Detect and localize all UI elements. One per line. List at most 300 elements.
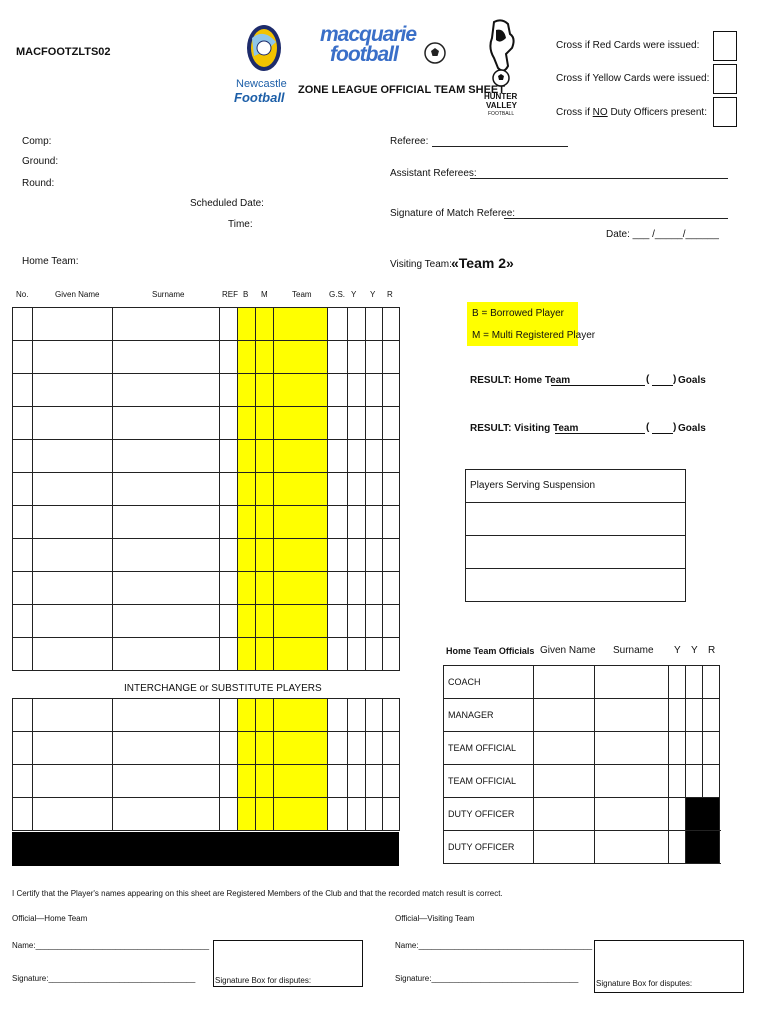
assistant-referees-line[interactable] xyxy=(470,178,728,179)
yellow-cards-label: Cross if Yellow Cards were issued: xyxy=(556,73,710,84)
player-r-cell[interactable] xyxy=(383,539,400,572)
home-dispute-signature-box[interactable] xyxy=(213,940,363,987)
player-m-cell[interactable] xyxy=(256,572,274,605)
player-surname-cell[interactable] xyxy=(113,638,220,671)
official-y1-cell[interactable] xyxy=(669,798,686,831)
player-team-cell[interactable] xyxy=(274,539,328,572)
interchange-m-cell[interactable] xyxy=(256,732,274,765)
player-y2-cell[interactable] xyxy=(366,539,383,572)
interchange-surname-cell[interactable] xyxy=(113,798,220,831)
player-m-cell[interactable] xyxy=(256,473,274,506)
player-m-cell[interactable] xyxy=(256,638,274,671)
interchange-y1-cell[interactable] xyxy=(348,732,366,765)
player-y1-cell[interactable] xyxy=(348,407,366,440)
player-team-cell[interactable] xyxy=(274,605,328,638)
player-b-cell[interactable] xyxy=(238,473,256,506)
officials-col-given-name: Given Name xyxy=(540,645,596,656)
officials-col-y2: Y xyxy=(691,645,698,656)
player-m-cell[interactable] xyxy=(256,605,274,638)
player-gs-cell[interactable] xyxy=(328,407,348,440)
visiting-dispute-signature-box[interactable] xyxy=(594,940,744,993)
player-m-cell[interactable] xyxy=(256,440,274,473)
player-given-name-cell[interactable] xyxy=(33,407,113,440)
interchange-no-cell[interactable] xyxy=(13,798,33,831)
player-y1-cell[interactable] xyxy=(348,341,366,374)
interchange-table xyxy=(12,698,400,831)
ground-label: Ground: xyxy=(22,156,59,167)
interchange-title: INTERCHANGE or SUBSTITUTE PLAYERS xyxy=(124,683,322,694)
player-r-cell[interactable] xyxy=(383,572,400,605)
player-ref-cell[interactable] xyxy=(220,605,238,638)
player-m-cell[interactable] xyxy=(256,506,274,539)
visiting-name-field[interactable]: Name:_______________________________________ xyxy=(395,941,593,950)
player-no-cell[interactable] xyxy=(13,506,33,539)
player-ref-cell[interactable] xyxy=(220,308,238,341)
round-label: Round: xyxy=(22,178,55,189)
hunter-logo-line2: VALLEY xyxy=(486,101,517,110)
suspension-cell[interactable] xyxy=(466,569,686,602)
official-role-cell xyxy=(444,732,534,765)
official-r-cell[interactable] xyxy=(703,765,720,798)
player-y1-cell[interactable] xyxy=(348,638,366,671)
player-surname-cell[interactable] xyxy=(113,506,220,539)
player-gs-cell[interactable] xyxy=(328,374,348,407)
official-row xyxy=(444,699,720,732)
player-surname-cell[interactable] xyxy=(113,374,220,407)
player-y1-cell[interactable] xyxy=(348,374,366,407)
player-r-cell[interactable] xyxy=(383,440,400,473)
player-gs-cell[interactable] xyxy=(328,473,348,506)
player-row xyxy=(13,638,400,671)
player-y2-cell[interactable] xyxy=(366,374,383,407)
player-gs-cell[interactable] xyxy=(328,506,348,539)
officials-col-y1: Y xyxy=(674,645,681,656)
result-visiting-goals-field[interactable] xyxy=(652,433,673,434)
official-role-cell xyxy=(444,831,534,864)
player-ref-cell[interactable] xyxy=(220,407,238,440)
result-home-bracket-close: ) xyxy=(673,374,677,385)
player-m-cell[interactable] xyxy=(256,539,274,572)
newcastle-logo-line1: Newcastle xyxy=(236,78,287,90)
interchange-y1-cell[interactable] xyxy=(348,798,366,831)
interchange-given-name-cell[interactable] xyxy=(33,732,113,765)
col-y1: Y xyxy=(351,290,357,299)
player-ref-cell[interactable] xyxy=(220,440,238,473)
official-surname-cell[interactable] xyxy=(595,666,669,699)
player-y1-cell[interactable] xyxy=(348,473,366,506)
player-team-cell[interactable] xyxy=(274,374,328,407)
red-cards-checkbox[interactable] xyxy=(713,31,737,61)
player-given-name-cell[interactable] xyxy=(33,638,113,671)
col-y2: Y xyxy=(370,290,376,299)
interchange-surname-cell[interactable] xyxy=(113,699,220,732)
official-row xyxy=(444,666,720,699)
officials-col-role: Home Team Officials xyxy=(446,646,535,656)
player-y2-cell[interactable] xyxy=(366,605,383,638)
interchange-r-cell[interactable] xyxy=(383,798,400,831)
result-home-bracket: ( xyxy=(646,374,650,385)
signature-referee-label: Signature of Match Referee: xyxy=(390,208,516,219)
player-y2-cell[interactable] xyxy=(366,473,383,506)
interchange-surname-cell[interactable] xyxy=(113,732,220,765)
interchange-m-cell[interactable] xyxy=(256,798,274,831)
player-team-cell[interactable] xyxy=(274,638,328,671)
player-b-cell[interactable] xyxy=(238,605,256,638)
suspension-table xyxy=(465,469,686,602)
official-r-cell[interactable] xyxy=(703,732,720,765)
result-visiting-goals: Goals xyxy=(678,423,706,434)
official-role-cell xyxy=(444,699,534,732)
interchange-no-cell[interactable] xyxy=(13,765,33,798)
official-r-cell[interactable] xyxy=(703,666,720,699)
interchange-surname-cell[interactable] xyxy=(113,765,220,798)
player-gs-cell[interactable] xyxy=(328,440,348,473)
player-given-name-cell[interactable] xyxy=(33,506,113,539)
player-r-cell[interactable] xyxy=(383,638,400,671)
player-surname-cell[interactable] xyxy=(113,605,220,638)
player-ref-cell[interactable] xyxy=(220,638,238,671)
player-row xyxy=(13,572,400,605)
newcastle-logo-line2: Football xyxy=(234,90,285,105)
player-r-cell[interactable] xyxy=(383,506,400,539)
official-row xyxy=(444,765,720,798)
player-b-cell[interactable] xyxy=(238,506,256,539)
player-y2-cell[interactable] xyxy=(366,638,383,671)
visiting-dispute-label: Signature Box for disputes: xyxy=(596,979,693,988)
player-given-name-cell[interactable] xyxy=(33,308,113,341)
certify-statement: I Certify that the Player's names appearing on this sheet are Registered Members of the Club and that the recorded match result is correct. xyxy=(12,889,503,898)
interchange-b-cell[interactable] xyxy=(238,765,256,798)
player-team-cell[interactable] xyxy=(274,407,328,440)
result-visiting-line[interactable] xyxy=(555,433,645,434)
player-b-cell[interactable] xyxy=(238,407,256,440)
interchange-row xyxy=(13,765,400,798)
macquarie-logo-line1: macquarie xyxy=(320,23,417,46)
player-team-cell[interactable] xyxy=(274,440,328,473)
official-surname-cell[interactable] xyxy=(595,831,669,864)
player-y1-cell[interactable] xyxy=(348,308,366,341)
home-team-label: Home Team: xyxy=(22,256,79,267)
interchange-r-cell[interactable] xyxy=(383,765,400,798)
assistant-referees-label: Assistant Referees: xyxy=(390,168,477,179)
official-role-label: DUTY OFFICER xyxy=(448,809,515,819)
player-row xyxy=(13,605,400,638)
official-card-blocked-cell xyxy=(686,798,720,831)
red-cards-label: Cross if Red Cards were issued: xyxy=(556,40,700,51)
scheduled-date-label: Scheduled Date: xyxy=(190,198,264,209)
col-m: M xyxy=(261,290,268,299)
interchange-gs-cell[interactable] xyxy=(328,732,348,765)
interchange-m-cell[interactable] xyxy=(256,699,274,732)
official-row xyxy=(444,831,720,864)
player-y2-cell[interactable] xyxy=(366,341,383,374)
result-home-goals-field[interactable] xyxy=(652,385,673,386)
player-b-cell[interactable] xyxy=(238,440,256,473)
player-y1-cell[interactable] xyxy=(348,440,366,473)
official-role-label: TEAM OFFICIAL xyxy=(448,776,517,786)
referee-line[interactable] xyxy=(432,146,568,147)
player-given-name-cell[interactable] xyxy=(33,374,113,407)
interchange-b-cell[interactable] xyxy=(238,798,256,831)
player-no-cell[interactable] xyxy=(13,308,33,341)
official-role-cell xyxy=(444,798,534,831)
player-surname-cell[interactable] xyxy=(113,407,220,440)
player-gs-cell[interactable] xyxy=(328,539,348,572)
official-given-name-cell[interactable] xyxy=(534,798,595,831)
official-y2-cell[interactable] xyxy=(686,666,703,699)
player-ref-cell[interactable] xyxy=(220,539,238,572)
player-ref-cell[interactable] xyxy=(220,506,238,539)
interchange-ref-cell[interactable] xyxy=(220,765,238,798)
interchange-gs-cell[interactable] xyxy=(328,798,348,831)
interchange-y2-cell[interactable] xyxy=(366,699,383,732)
player-gs-cell[interactable] xyxy=(328,572,348,605)
official-home-label: Official—Home Team xyxy=(12,914,88,923)
interchange-team-cell[interactable] xyxy=(274,699,328,732)
official-role-cell xyxy=(444,666,534,699)
official-surname-cell[interactable] xyxy=(595,798,669,831)
player-team-cell[interactable] xyxy=(274,341,328,374)
player-given-name-cell[interactable] xyxy=(33,539,113,572)
player-surname-cell[interactable] xyxy=(113,341,220,374)
player-no-cell[interactable] xyxy=(13,539,33,572)
home-dispute-label: Signature Box for disputes: xyxy=(215,976,312,985)
interchange-ref-cell[interactable] xyxy=(220,732,238,765)
official-y1-cell[interactable] xyxy=(669,732,686,765)
interchange-y1-cell[interactable] xyxy=(348,699,366,732)
official-surname-cell[interactable] xyxy=(595,732,669,765)
player-team-cell[interactable] xyxy=(274,506,328,539)
player-m-cell[interactable] xyxy=(256,341,274,374)
player-surname-cell[interactable] xyxy=(113,539,220,572)
yellow-cards-checkbox[interactable] xyxy=(713,64,737,94)
col-surname: Surname xyxy=(152,290,185,299)
player-y1-cell[interactable] xyxy=(348,572,366,605)
suspension-row xyxy=(466,569,686,602)
interchange-row xyxy=(13,732,400,765)
player-r-cell[interactable] xyxy=(383,341,400,374)
hunter-valley-football-logo xyxy=(482,18,522,122)
official-y1-cell[interactable] xyxy=(669,699,686,732)
interchange-team-cell[interactable] xyxy=(274,798,328,831)
col-ref: REF xyxy=(222,290,238,299)
player-row xyxy=(13,473,400,506)
col-gs: G.S. xyxy=(329,290,346,299)
player-surname-cell[interactable] xyxy=(113,440,220,473)
interchange-m-cell[interactable] xyxy=(256,765,274,798)
player-y2-cell[interactable] xyxy=(366,572,383,605)
player-given-name-cell[interactable] xyxy=(33,473,113,506)
no-duty-officers-checkbox[interactable] xyxy=(713,97,737,127)
col-b: B xyxy=(243,290,249,299)
interchange-y2-cell[interactable] xyxy=(366,765,383,798)
col-no: No. xyxy=(16,290,29,299)
player-team-cell[interactable] xyxy=(274,308,328,341)
interchange-given-name-cell[interactable] xyxy=(33,798,113,831)
player-y1-cell[interactable] xyxy=(348,506,366,539)
player-surname-cell[interactable] xyxy=(113,572,220,605)
interchange-y2-cell[interactable] xyxy=(366,732,383,765)
player-surname-cell[interactable] xyxy=(113,473,220,506)
player-no-cell[interactable] xyxy=(13,374,33,407)
player-ref-cell[interactable] xyxy=(220,473,238,506)
official-r-cell[interactable] xyxy=(703,699,720,732)
player-gs-cell[interactable] xyxy=(328,308,348,341)
official-given-name-cell[interactable] xyxy=(534,831,595,864)
player-row xyxy=(13,374,400,407)
player-b-cell[interactable] xyxy=(238,638,256,671)
result-visiting-bracket: ( xyxy=(646,422,650,433)
result-visiting-bracket-close: ) xyxy=(673,422,677,433)
official-given-name-cell[interactable] xyxy=(534,699,595,732)
home-signature-field[interactable]: Signature:_________________________________ xyxy=(12,974,196,983)
player-y1-cell[interactable] xyxy=(348,539,366,572)
interchange-ref-cell[interactable] xyxy=(220,699,238,732)
official-y2-cell[interactable] xyxy=(686,699,703,732)
player-no-cell[interactable] xyxy=(13,572,33,605)
legend-multi: M = Multi Registered Player xyxy=(472,330,596,341)
player-r-cell[interactable] xyxy=(383,407,400,440)
comp-label: Comp: xyxy=(22,136,52,147)
player-gs-cell[interactable] xyxy=(328,638,348,671)
official-role-label: COACH xyxy=(448,677,481,687)
suspension-cell[interactable] xyxy=(466,503,686,536)
player-gs-cell[interactable] xyxy=(328,605,348,638)
col-r: R xyxy=(387,290,393,299)
player-b-cell[interactable] xyxy=(238,341,256,374)
referee-label: Referee: xyxy=(390,136,429,147)
official-y1-cell[interactable] xyxy=(669,831,686,864)
result-visiting-label: RESULT: Visiting Team xyxy=(470,423,579,434)
official-given-name-cell[interactable] xyxy=(534,666,595,699)
player-team-cell[interactable] xyxy=(274,473,328,506)
sheet-title: ZONE LEAGUE OFFICIAL TEAM SHEET xyxy=(298,84,505,96)
date-field[interactable]: Date: ___ /_____/______ xyxy=(606,229,719,240)
player-no-cell[interactable] xyxy=(13,473,33,506)
signature-referee-line[interactable] xyxy=(504,218,728,219)
interchange-r-cell[interactable] xyxy=(383,699,400,732)
interchange-given-name-cell[interactable] xyxy=(33,765,113,798)
player-given-name-cell[interactable] xyxy=(33,605,113,638)
officials-table xyxy=(443,665,720,864)
interchange-team-cell[interactable] xyxy=(274,732,328,765)
player-given-name-cell[interactable] xyxy=(33,341,113,374)
player-ref-cell[interactable] xyxy=(220,374,238,407)
official-visiting-label: Official—Visiting Team xyxy=(395,914,475,923)
player-r-cell[interactable] xyxy=(383,374,400,407)
interchange-footer-bar xyxy=(12,832,399,866)
interchange-ref-cell[interactable] xyxy=(220,798,238,831)
interchange-team-cell[interactable] xyxy=(274,765,328,798)
player-no-cell[interactable] xyxy=(13,341,33,374)
interchange-no-cell[interactable] xyxy=(13,732,33,765)
time-label: Time: xyxy=(228,219,253,230)
soccer-ball-icon xyxy=(424,42,446,64)
interchange-b-cell[interactable] xyxy=(238,699,256,732)
interchange-y1-cell[interactable] xyxy=(348,765,366,798)
legend-borrowed: B = Borrowed Player xyxy=(472,308,564,319)
macquarie-logo-line2: football xyxy=(330,43,398,66)
player-ref-cell[interactable] xyxy=(220,572,238,605)
player-b-cell[interactable] xyxy=(238,572,256,605)
official-y2-cell[interactable] xyxy=(686,732,703,765)
interchange-row xyxy=(13,699,400,732)
player-no-cell[interactable] xyxy=(13,440,33,473)
suspension-cell[interactable] xyxy=(466,536,686,569)
interchange-b-cell[interactable] xyxy=(238,732,256,765)
macquarie-football-logo xyxy=(318,22,450,70)
player-surname-cell[interactable] xyxy=(113,308,220,341)
official-given-name-cell[interactable] xyxy=(534,765,595,798)
player-team-cell[interactable] xyxy=(274,572,328,605)
interchange-y2-cell[interactable] xyxy=(366,798,383,831)
official-role-label: TEAM OFFICIAL xyxy=(448,743,517,753)
official-given-name-cell[interactable] xyxy=(534,732,595,765)
result-home-goals: Goals xyxy=(678,375,706,386)
hunter-logo-line3: FOOTBALL xyxy=(488,111,515,117)
official-row xyxy=(444,798,720,831)
player-y1-cell[interactable] xyxy=(348,605,366,638)
hunter-logo-line1: HUNTER xyxy=(484,92,518,101)
player-row xyxy=(13,308,400,341)
player-ref-cell[interactable] xyxy=(220,341,238,374)
player-given-name-cell[interactable] xyxy=(33,572,113,605)
official-y1-cell[interactable] xyxy=(669,765,686,798)
player-r-cell[interactable] xyxy=(383,605,400,638)
official-y1-cell[interactable] xyxy=(669,666,686,699)
player-gs-cell[interactable] xyxy=(328,341,348,374)
interchange-gs-cell[interactable] xyxy=(328,765,348,798)
player-no-cell[interactable] xyxy=(13,605,33,638)
player-m-cell[interactable] xyxy=(256,308,274,341)
player-r-cell[interactable] xyxy=(383,473,400,506)
player-no-cell[interactable] xyxy=(13,407,33,440)
player-given-name-cell[interactable] xyxy=(33,440,113,473)
player-b-cell[interactable] xyxy=(238,308,256,341)
visiting-signature-field[interactable]: Signature:_________________________________ xyxy=(395,974,579,983)
result-home-line[interactable] xyxy=(551,385,645,386)
player-b-cell[interactable] xyxy=(238,539,256,572)
player-m-cell[interactable] xyxy=(256,407,274,440)
official-surname-cell[interactable] xyxy=(595,765,669,798)
interchange-given-name-cell[interactable] xyxy=(33,699,113,732)
interchange-r-cell[interactable] xyxy=(383,732,400,765)
col-team: Team xyxy=(292,290,312,299)
official-role-label: DUTY OFFICER xyxy=(448,842,515,852)
interchange-no-cell[interactable] xyxy=(13,699,33,732)
player-y2-cell[interactable] xyxy=(366,440,383,473)
player-r-cell[interactable] xyxy=(383,308,400,341)
player-y2-cell[interactable] xyxy=(366,506,383,539)
players-table xyxy=(12,307,400,671)
player-m-cell[interactable] xyxy=(256,374,274,407)
suspension-title: Players Serving Suspension xyxy=(470,480,596,491)
home-name-field[interactable]: Name:_______________________________________ xyxy=(12,941,210,950)
suspension-row xyxy=(466,536,686,569)
official-row xyxy=(444,732,720,765)
player-row xyxy=(13,341,400,374)
suspension-row xyxy=(466,503,686,536)
official-y2-cell[interactable] xyxy=(686,765,703,798)
visiting-team-label: Visiting Team: xyxy=(390,259,452,270)
interchange-gs-cell[interactable] xyxy=(328,699,348,732)
official-surname-cell[interactable] xyxy=(595,699,669,732)
player-no-cell[interactable] xyxy=(13,638,33,671)
player-y2-cell[interactable] xyxy=(366,407,383,440)
player-b-cell[interactable] xyxy=(238,374,256,407)
officials-col-r: R xyxy=(708,645,716,656)
player-y2-cell[interactable] xyxy=(366,308,383,341)
